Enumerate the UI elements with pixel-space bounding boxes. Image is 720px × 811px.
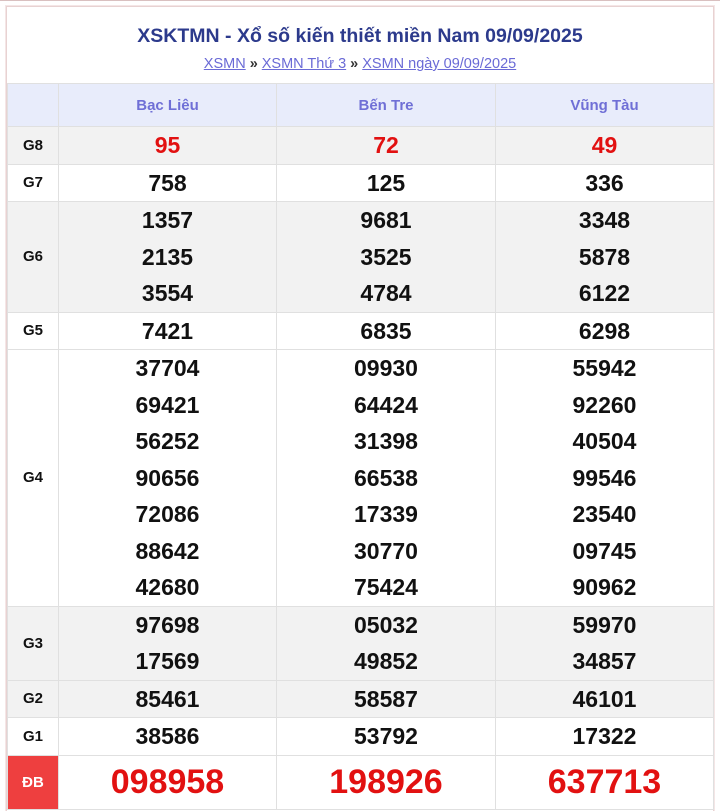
- prize-label: G3: [8, 606, 59, 680]
- result-number: 99546: [572, 464, 637, 491]
- result-cell: [496, 312, 714, 350]
- prize-label: G1: [8, 718, 59, 756]
- result-number: 336: [585, 169, 624, 196]
- result-number: 31398: [354, 428, 418, 454]
- result-number: 34857: [572, 648, 637, 674]
- result-number: 40504: [572, 428, 637, 454]
- result-cell: [496, 202, 714, 313]
- result-cell: [277, 755, 496, 809]
- result-number: 95: [154, 132, 181, 158]
- prize-row-g7: [8, 164, 714, 202]
- result-number: 098958: [110, 762, 225, 801]
- top-border: [0, 0, 720, 1]
- result-number: 42680: [135, 574, 200, 600]
- breadcrumb-weekday-link[interactable]: XSMN Thứ 3: [261, 56, 347, 72]
- result-number: 9681: [360, 207, 412, 233]
- result-number: 59970: [572, 611, 637, 638]
- result-number: 97698: [135, 611, 200, 638]
- result-number: 09930: [354, 355, 418, 381]
- result-number: 6122: [578, 280, 631, 306]
- result-number: 758: [148, 169, 187, 196]
- result-number: 05032: [354, 611, 418, 638]
- result-number: 66538: [354, 464, 418, 491]
- result-number: 7421: [141, 317, 194, 344]
- prize-row-đb: [8, 755, 714, 809]
- header-corner-cell: [8, 84, 59, 127]
- result-cell: [59, 755, 277, 809]
- result-cell: [277, 127, 496, 165]
- result-cell: [59, 127, 277, 165]
- result-number: 37704: [135, 355, 200, 381]
- prize-label: G2: [8, 680, 59, 718]
- province-header-row: [8, 84, 714, 127]
- result-cell: [496, 755, 714, 809]
- prize-label: G5: [8, 312, 59, 350]
- result-number: 23540: [572, 501, 637, 527]
- province-ben-tre[interactable]: Bến Tre: [277, 84, 496, 127]
- breadcrumb-separator: »: [350, 56, 359, 72]
- result-number: 88642: [135, 537, 200, 564]
- result-number: 125: [366, 169, 406, 196]
- province-bac-lieu[interactable]: Bạc Liêu: [59, 84, 277, 127]
- result-number: 58587: [354, 685, 418, 712]
- result-cell: [277, 350, 496, 607]
- result-number: 30770: [354, 537, 418, 564]
- result-cell: [277, 164, 496, 202]
- result-number: 3525: [360, 243, 412, 270]
- result-number: 5878: [578, 243, 631, 270]
- result-number: 56252: [135, 428, 200, 454]
- result-cell: [59, 680, 277, 718]
- result-number: 72: [373, 132, 399, 158]
- result-cell: [59, 202, 277, 313]
- prize-row-g8: [8, 127, 714, 165]
- prize-row-g2: [8, 680, 714, 718]
- result-cell: [496, 350, 714, 607]
- result-cell: [277, 718, 496, 756]
- prize-label: ĐB: [8, 755, 59, 809]
- result-number: 90656: [135, 464, 200, 491]
- result-number: 90962: [572, 574, 637, 600]
- prize-label: G8: [8, 127, 59, 165]
- prize-row-g1: [8, 718, 714, 756]
- prize-row-g4: [8, 350, 714, 607]
- result-cell: [277, 680, 496, 718]
- result-number: 3554: [141, 280, 194, 306]
- result-number: 09745: [572, 537, 637, 564]
- breadcrumb-separator: »: [249, 56, 258, 72]
- result-cell: [496, 680, 714, 718]
- result-number: 49: [591, 132, 618, 158]
- result-cell: [59, 350, 277, 607]
- breadcrumb-xsmn-link[interactable]: XSMN: [203, 56, 246, 72]
- result-number: 198926: [329, 762, 443, 801]
- result-number: 6298: [578, 317, 631, 344]
- result-number: 4784: [360, 280, 412, 306]
- prize-label: G4: [8, 350, 59, 607]
- result-number: 3348: [578, 207, 631, 233]
- result-cell: [59, 718, 277, 756]
- result-cell: [59, 164, 277, 202]
- prize-row-g5: [8, 312, 714, 350]
- result-number: 72086: [135, 501, 200, 527]
- result-cell: [496, 606, 714, 680]
- result-number: 75424: [354, 574, 418, 600]
- result-cell: [59, 312, 277, 350]
- result-number: 6835: [360, 317, 412, 344]
- province-vung-tau[interactable]: Vũng Tàu: [496, 84, 714, 127]
- result-cell: [277, 202, 496, 313]
- results-header: [7, 7, 713, 83]
- breadcrumb-date-link[interactable]: XSMN ngày 09/09/2025: [362, 56, 517, 72]
- prize-row-g6: [8, 202, 714, 313]
- result-cell: [496, 164, 714, 202]
- result-number: 17339: [354, 501, 418, 527]
- prize-row-g3: [8, 606, 714, 680]
- result-number: 92260: [572, 391, 637, 418]
- results-body: [8, 127, 714, 810]
- result-cell: [496, 127, 714, 165]
- result-number: 85461: [135, 685, 200, 712]
- result-cell: [59, 606, 277, 680]
- page-title: XSKTMN - Xổ số kiến thiết miền Nam 09/09/2025: [137, 25, 583, 47]
- result-cell: [496, 718, 714, 756]
- prize-label: G6: [8, 202, 59, 313]
- result-number: 55942: [572, 355, 637, 381]
- result-number: 46101: [572, 685, 637, 712]
- result-cell: [277, 312, 496, 350]
- result-number: 2135: [141, 243, 194, 270]
- result-number: 17569: [135, 648, 200, 674]
- result-number: 49852: [354, 648, 418, 674]
- lottery-results-table: [7, 83, 714, 810]
- result-number: 53792: [354, 723, 418, 749]
- result-number: 38586: [135, 723, 200, 749]
- result-number: 64424: [354, 391, 418, 418]
- result-number: 69421: [135, 391, 200, 418]
- result-number: 1357: [141, 207, 194, 233]
- breadcrumb: [7, 55, 713, 73]
- result-number: 637713: [547, 762, 662, 801]
- result-cell: [277, 606, 496, 680]
- result-number: 17322: [572, 723, 637, 749]
- prize-label: G7: [8, 164, 59, 202]
